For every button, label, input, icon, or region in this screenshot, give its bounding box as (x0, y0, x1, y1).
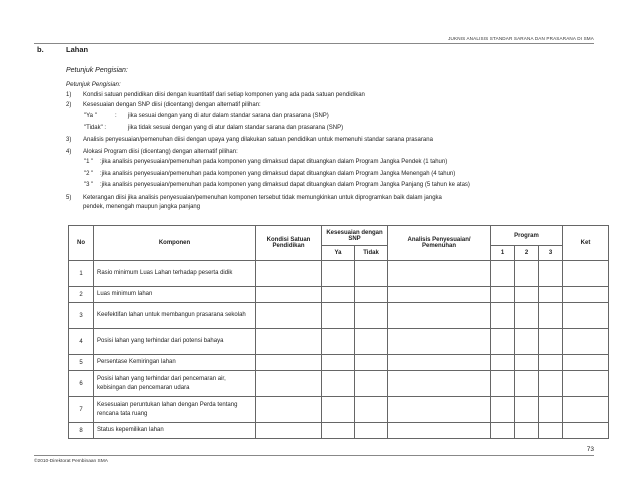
ket-cell[interactable] (563, 329, 609, 355)
analisis-cell[interactable] (388, 371, 491, 397)
col-header-ket: Ket (563, 226, 609, 261)
ya-cell[interactable] (322, 397, 355, 423)
instruction-text: Kesesuaian dengan SNP diisi (dicentang) dengan alternatif pilihan: (83, 102, 261, 108)
program-3-cell[interactable] (539, 261, 563, 287)
tidak-cell[interactable] (355, 303, 388, 329)
ket-cell[interactable] (563, 371, 609, 397)
tidak-cell[interactable] (355, 423, 388, 439)
row-number: 1 (69, 261, 94, 287)
program-1-cell[interactable] (491, 423, 515, 439)
kondisi-cell[interactable] (256, 355, 322, 371)
ya-cell[interactable] (322, 423, 355, 439)
page-number: 73 (586, 446, 594, 453)
row-component: Posisi lahan yang terhindar dari pencemaran air, kebisingan dan pencemaran udara (94, 371, 256, 397)
footer-copyright: ©2010-Direktorat Pembinaan SMA (34, 459, 108, 464)
tidak-cell[interactable] (355, 261, 388, 287)
program-1-cell[interactable] (491, 371, 515, 397)
col-header-program: Program (491, 226, 563, 246)
snp-option-key: "Ya " (84, 113, 97, 119)
ya-cell[interactable] (322, 371, 355, 397)
col-header-kondisi: Kondisi Satuan Pendidikan (256, 226, 322, 261)
program-2-cell[interactable] (515, 371, 539, 397)
analisis-cell[interactable] (388, 303, 491, 329)
table-row (69, 261, 609, 287)
ket-cell[interactable] (563, 303, 609, 329)
col-header-kesesuaian: Kesesuaian dengan SNP (322, 226, 388, 246)
instruction-text: Keterangan diisi jika analisis penyesuaian/pemenuhan komponen tersebut tidak memungkinkan untuk diprogramkan baik dalam jangka (83, 195, 442, 201)
row-component: Keefektifan lahan untuk membangun prasarana sekolah (94, 303, 256, 329)
row-component: Kesesuaian peruntukan lahan dengan Perda tentang rencana tata ruang (94, 397, 256, 423)
program-1-cell[interactable] (491, 355, 515, 371)
row-number: 4 (69, 329, 94, 355)
kondisi-cell[interactable] (256, 371, 322, 397)
ya-cell[interactable] (322, 355, 355, 371)
program-3-cell[interactable] (539, 397, 563, 423)
program-2-cell[interactable] (515, 303, 539, 329)
program-3-cell[interactable] (539, 329, 563, 355)
program-1-cell[interactable] (491, 329, 515, 355)
table-row (69, 303, 609, 329)
tidak-cell[interactable] (355, 329, 388, 355)
ya-cell[interactable] (322, 329, 355, 355)
col-header-program-2: 2 (515, 246, 539, 261)
col-header-komponen: Komponen (94, 226, 256, 261)
snp-option-sep: : (115, 113, 117, 119)
program-option-desc: :jika analisis penyesuaian/pemenuhan pada komponen yang dimaksud dapat dituangkan dalam Program Jangka Pendek (1 tahun) (100, 159, 448, 165)
row-component: Posisi lahan yang terhindar dari potensi bahaya (94, 329, 256, 355)
running-header: JUKNIS ANALISIS STANDAR SARANA DAN PRASARANA DI SMA (448, 36, 594, 41)
instruction-number: 1) (66, 92, 72, 98)
col-header-analisis: Analisis Penyesuaian/ Pemenuhan (388, 226, 491, 261)
program-1-cell[interactable] (491, 303, 515, 329)
ket-cell[interactable] (563, 355, 609, 371)
program-2-cell[interactable] (515, 287, 539, 303)
tidak-cell[interactable] (355, 355, 388, 371)
analisis-cell[interactable] (388, 355, 491, 371)
table-row (69, 329, 609, 355)
program-option-desc: :jika analisis penyesuaian/pemenuhan pada komponen yang dimaksud dapat dituangkan dalam Program Jangka Panjang (5 tahun ke atas) (100, 182, 470, 188)
snp-option-desc: jika sesuai dengan yang di atur dalam standar sarana dan prasarana (SNP) (128, 113, 329, 119)
snp-option-desc: jika tidak sesuai dengan yang di atur dalam standar sarana dan prasarana (SNP) (128, 125, 344, 131)
col-header-no: No (69, 226, 94, 261)
section-title: Lahan (66, 45, 89, 54)
footer-rule (34, 455, 594, 456)
tidak-cell[interactable] (355, 371, 388, 397)
program-2-cell[interactable] (515, 423, 539, 439)
program-option-key: "1 " (84, 159, 94, 165)
instruction-number: 5) (66, 195, 72, 201)
program-3-cell[interactable] (539, 287, 563, 303)
ya-cell[interactable] (322, 287, 355, 303)
ket-cell[interactable] (563, 261, 609, 287)
lahan-table (68, 225, 609, 439)
row-number: 6 (69, 371, 94, 397)
row-component: Persentase Kemiringan lahan (94, 355, 256, 371)
analisis-cell[interactable] (388, 423, 491, 439)
ket-cell[interactable] (563, 423, 609, 439)
row-number: 3 (69, 303, 94, 329)
header-rule (34, 43, 594, 44)
ket-cell[interactable] (563, 397, 609, 423)
kondisi-cell[interactable] (256, 423, 322, 439)
kondisi-cell[interactable] (256, 397, 322, 423)
program-option-desc: :jika analisis penyesuaian/pemenuhan pada komponen yang dimaksud dapat dituangkan dalam Program Jangka Menengah (4 tahun) (100, 171, 456, 177)
row-component: Status kepemilikan lahan (94, 423, 256, 439)
instruction-text: Kondisi satuan pendidikan diisi dengan kuantitatif dari setiap komponen yang ada pada satuan pendidikan (83, 92, 365, 98)
instruction-number: 4) (66, 149, 72, 155)
table-row (69, 287, 609, 303)
row-number: 7 (69, 397, 94, 423)
col-header-program-3: 3 (539, 246, 563, 261)
program-2-cell[interactable] (515, 355, 539, 371)
section-letter: b. (37, 45, 44, 54)
instruction-number: 2) (66, 102, 72, 108)
program-1-cell[interactable] (491, 261, 515, 287)
kondisi-cell[interactable] (256, 303, 322, 329)
row-component: Luas minimum lahan (94, 287, 256, 303)
col-header-program-1: 1 (491, 246, 515, 261)
tidak-cell[interactable] (355, 287, 388, 303)
program-1-cell[interactable] (491, 397, 515, 423)
col-header-ya: Ya (322, 246, 355, 261)
program-2-cell[interactable] (515, 261, 539, 287)
program-3-cell[interactable] (539, 303, 563, 329)
kondisi-cell[interactable] (256, 261, 322, 287)
analisis-cell[interactable] (388, 287, 491, 303)
petunjuk-subheading: Petunjuk Pengisian: (66, 81, 121, 88)
petunjuk-heading: Petunjuk Pengisian: (66, 67, 128, 74)
row-number: 5 (69, 355, 94, 371)
program-2-cell[interactable] (515, 397, 539, 423)
row-number: 2 (69, 287, 94, 303)
ya-cell[interactable] (322, 303, 355, 329)
kondisi-cell[interactable] (256, 287, 322, 303)
table-row (69, 371, 609, 397)
analisis-cell[interactable] (388, 261, 491, 287)
col-header-tidak: Tidak (355, 246, 388, 261)
tidak-cell[interactable] (355, 397, 388, 423)
program-3-cell[interactable] (539, 423, 563, 439)
analisis-cell[interactable] (388, 397, 491, 423)
snp-option-key: "Tidak" : (84, 125, 107, 131)
row-component: Rasio minimum Luas Lahan terhadap peserta didik (94, 261, 256, 287)
program-1-cell[interactable] (491, 287, 515, 303)
instruction-text-continued: pendek, menengah maupun jangka panjang (83, 204, 201, 210)
table-row (69, 355, 609, 371)
ket-cell[interactable] (563, 287, 609, 303)
instruction-number: 3) (66, 137, 72, 143)
instruction-text: Alokasi Program diisi (dicentang) dengan alternatif pilihan: (83, 149, 238, 155)
program-option-key: "3 " (84, 182, 94, 188)
analisis-cell[interactable] (388, 329, 491, 355)
program-3-cell[interactable] (539, 371, 563, 397)
ya-cell[interactable] (322, 261, 355, 287)
program-2-cell[interactable] (515, 329, 539, 355)
program-3-cell[interactable] (539, 355, 563, 371)
kondisi-cell[interactable] (256, 329, 322, 355)
instruction-text: Analisis penyesuaian/pemenuhan diisi dengan upaya yang dilakukan satuan pendidikan untuk memenuhi standar sarana prasarana (83, 137, 433, 143)
row-number: 8 (69, 423, 94, 439)
program-option-key: "2 " (84, 171, 94, 177)
table-row (69, 397, 609, 423)
table-row (69, 423, 609, 439)
